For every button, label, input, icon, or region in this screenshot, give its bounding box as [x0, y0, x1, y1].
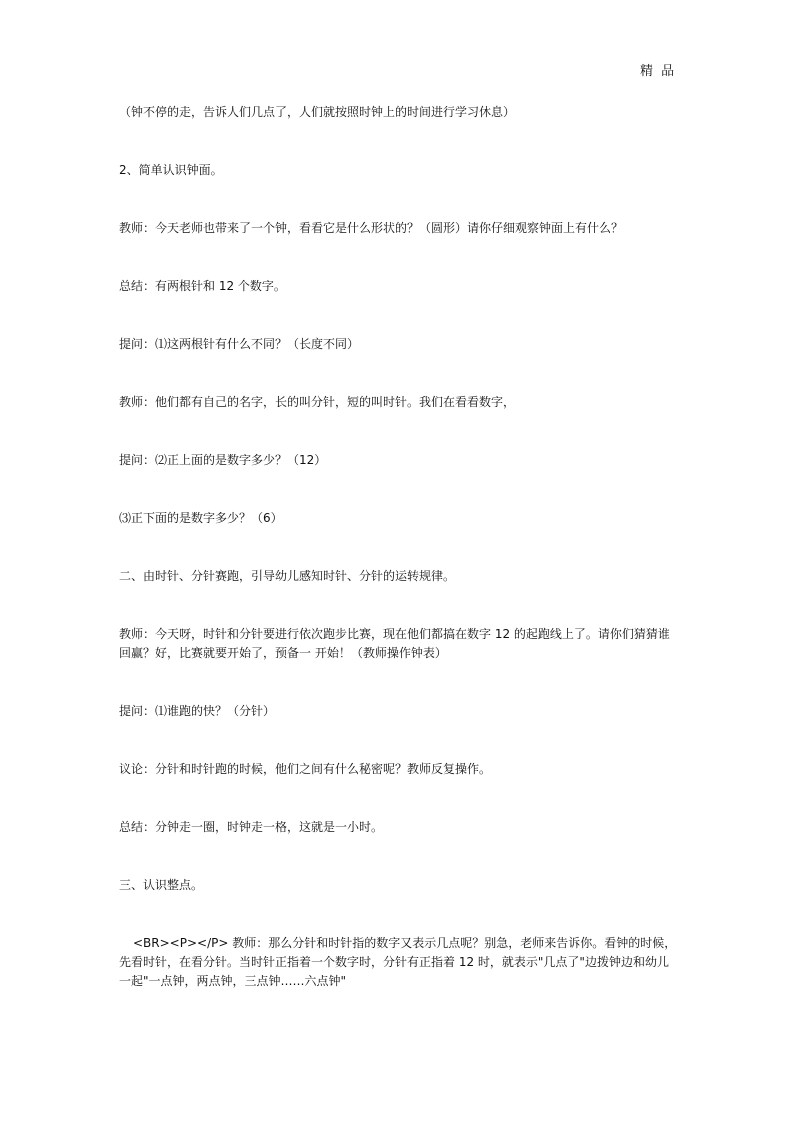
paragraph-section-2-heading: 2、简单认识钟面。 — [119, 163, 223, 177]
document-body — [119, 103, 679, 991]
paragraph-section-two-heading: 二、由时针、分针赛跑，引导幼儿感知时针、分针的运转规律。 — [119, 569, 456, 583]
paragraph-discussion: 议论：分针和时针跑的时候，他们之间有什么秘密呢？教师反复操作。 — [119, 762, 492, 776]
paragraph-teacher-names: 教师：他们都有自己的名字，长的叫分针，短的叫时针。我们在看看数字， — [119, 395, 516, 409]
paragraph-teacher-race: 教师：今天呀，时针和分针要进行依次跑步比赛，现在他们都搞在数字 12 的起跑线上了。请你们猜猜谁回赢？好，比赛就要开始了，预备一 开始！（教师操作钟表） — [119, 627, 670, 660]
paragraph-question-2: 提问：⑵正上面的是数字多少？（12） — [119, 453, 327, 467]
paragraph-teacher-shape: 教师：今天老师也带来了一个钟，看看它是什么形状的？（圆形）请你仔细观察钟面上有什么？ — [119, 221, 624, 235]
paragraph-question-1: 提问：⑴这两根针有什么不同？（长度不同） — [119, 337, 360, 351]
paragraph-section-three-heading: 三、认识整点。 — [119, 878, 204, 892]
paragraph-clock-intro: （钟不停的走，告诉人们几点了，人们就按照时钟上的时间进行学习休息） — [119, 105, 516, 119]
paragraph-teacher-whole-hour: <BR><P></P> 教师：那么分针和时针指的数字又表示几点呢？别急，老师来告诉你。看钟的时候，先看时针，在看分针。当时针正指着一个数字时，分针有正指着 12 时，就表示"几点了"边拨钟边和幼儿一起"一点钟，两点钟，三点钟……六点钟" — [119, 936, 677, 988]
paragraph-question-fast: 提问：⑴谁跑的快？（分针） — [119, 704, 276, 718]
paragraph-question-3: ⑶正下面的是数字多少？（6） — [119, 511, 283, 525]
paragraph-summary-hands: 总结：有两根针和 12 个数字。 — [119, 279, 286, 293]
paragraph-summary-hour: 总结：分钟走一圈，时钟走一格，这就是一小时。 — [119, 820, 384, 834]
page-header-mark: 精 品 — [640, 64, 677, 79]
